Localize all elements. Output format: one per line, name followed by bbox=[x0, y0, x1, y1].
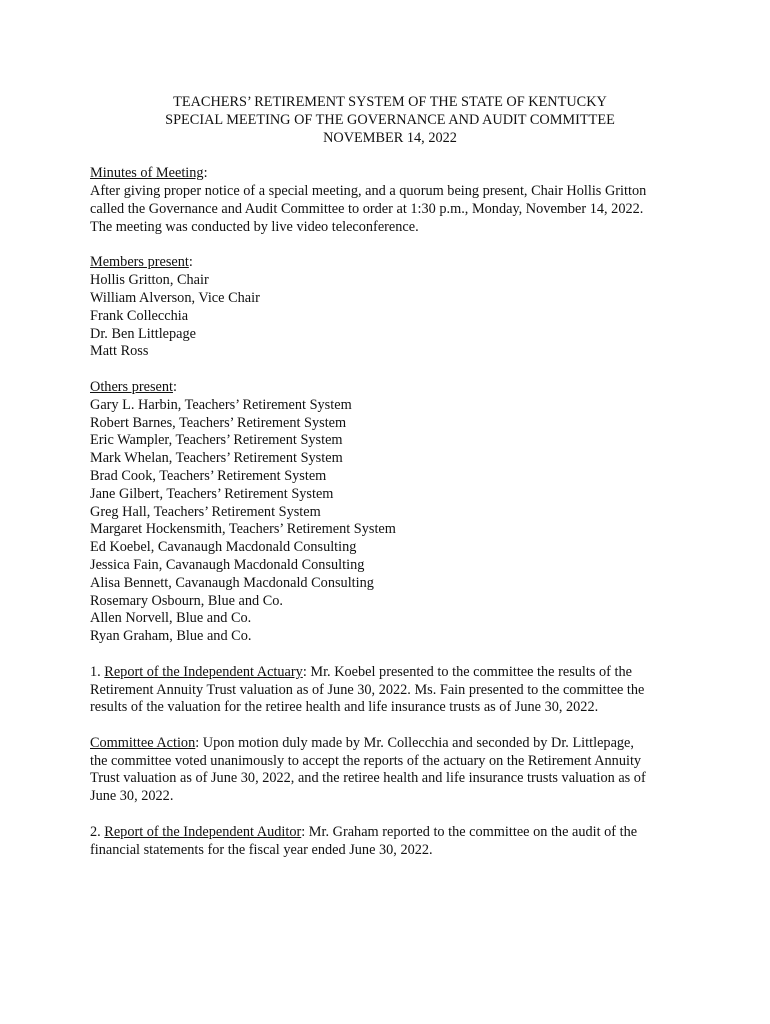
attendee-item: Greg Hall, Teachers’ Retirement System bbox=[90, 503, 321, 520]
committee-action-line-4: June 30, 2022. bbox=[90, 788, 174, 805]
attendee-item: Ed Koebel, Cavanaugh Macdonald Consulting bbox=[90, 539, 357, 556]
minutes-heading: Minutes of Meeting bbox=[90, 165, 204, 182]
minutes-heading-colon: : bbox=[203, 165, 208, 182]
minutes-section bbox=[90, 165, 690, 236]
auditor-report-line-2: financial statements for the fiscal year ended June 30, 2022. bbox=[90, 841, 433, 858]
actuary-report-line-3: results of the valuation for the retiree health and life insurance trusts as of June 30, 2022. bbox=[90, 699, 599, 716]
minutes-line-2: called the Governance and Audit Committee to order at 1:30 p.m., Monday, November 14, 2022. bbox=[90, 200, 644, 217]
committee-action-line-3: Trust valuation as of June 30, 2022, and the retiree health and life insurance trusts valuation as of bbox=[90, 770, 646, 787]
item-2-number: 2. bbox=[90, 823, 105, 840]
attendee-item: Margaret Hockensmith, Teachers’ Retirement System bbox=[90, 521, 396, 538]
minutes-line-1: After giving proper notice of a special meeting, and a quorum being present, Chair Hollis Gritton bbox=[90, 183, 647, 200]
auditor-report-line-1: : Mr. Graham reported to the committee on the audit of the bbox=[301, 823, 638, 840]
document-page bbox=[90, 94, 690, 877]
others-heading: Others present bbox=[90, 378, 173, 395]
member-item: Dr. Ben Littlepage bbox=[90, 325, 197, 342]
attendee-item: Eric Wampler, Teachers’ Retirement System bbox=[90, 432, 343, 449]
document-header bbox=[90, 94, 690, 147]
member-item: Hollis Gritton, Chair bbox=[90, 272, 209, 289]
others-heading-colon: : bbox=[172, 378, 177, 395]
actuary-report-section bbox=[90, 664, 690, 717]
members-heading-colon: : bbox=[188, 254, 193, 271]
minutes-line-3: The meeting was conducted by live video teleconference. bbox=[90, 218, 419, 235]
attendee-item: Robert Barnes, Teachers’ Retirement System bbox=[90, 414, 347, 431]
member-item: Matt Ross bbox=[90, 343, 149, 360]
committee-action-line-1: : Upon motion duly made by Mr. Collecchia and seconded by Dr. Littlepage, bbox=[195, 734, 634, 751]
attendee-item: Jane Gilbert, Teachers’ Retirement System bbox=[90, 485, 334, 502]
others-section bbox=[90, 379, 690, 646]
header-organization: TEACHERS’ RETIREMENT SYSTEM OF THE STATE OF KENTUCKY bbox=[173, 94, 607, 110]
attendee-item: Allen Norvell, Blue and Co. bbox=[90, 610, 252, 627]
members-heading: Members present bbox=[90, 254, 189, 271]
attendee-item: Alisa Bennett, Cavanaugh Macdonald Consulting bbox=[90, 574, 374, 591]
attendee-item: Mark Whelan, Teachers’ Retirement System bbox=[90, 450, 343, 467]
item-1-number: 1. bbox=[90, 663, 105, 680]
member-item: Frank Collecchia bbox=[90, 307, 189, 324]
attendee-item: Gary L. Harbin, Teachers’ Retirement System bbox=[90, 396, 352, 413]
auditor-report-section bbox=[90, 824, 690, 860]
attendee-item: Jessica Fain, Cavanaugh Macdonald Consulting bbox=[90, 556, 365, 573]
member-item: William Alverson, Vice Chair bbox=[90, 289, 260, 306]
committee-action-section bbox=[90, 735, 690, 806]
header-meeting-title: SPECIAL MEETING OF THE GOVERNANCE AND AUDIT COMMITTEE bbox=[165, 111, 615, 128]
actuary-report-heading: Report of the Independent Actuary bbox=[104, 663, 303, 680]
attendee-item: Ryan Graham, Blue and Co. bbox=[90, 628, 252, 645]
actuary-report-line-1: : Mr. Koebel presented to the committee the results of the bbox=[302, 663, 632, 680]
attendee-item: Brad Cook, Teachers’ Retirement System bbox=[90, 467, 327, 484]
committee-action-heading: Committee Action bbox=[90, 734, 196, 751]
auditor-report-heading: Report of the Independent Auditor bbox=[104, 823, 302, 840]
attendee-item: Rosemary Osbourn, Blue and Co. bbox=[90, 592, 283, 609]
committee-action-line-2: the committee voted unanimously to accept the reports of the actuary on the Retirement Annuity bbox=[90, 752, 642, 769]
actuary-report-line-2: Retirement Annuity Trust valuation as of June 30, 2022. Ms. Fain presented to the committee the bbox=[90, 681, 645, 698]
members-section bbox=[90, 254, 690, 361]
header-date: NOVEMBER 14, 2022 bbox=[323, 129, 457, 146]
